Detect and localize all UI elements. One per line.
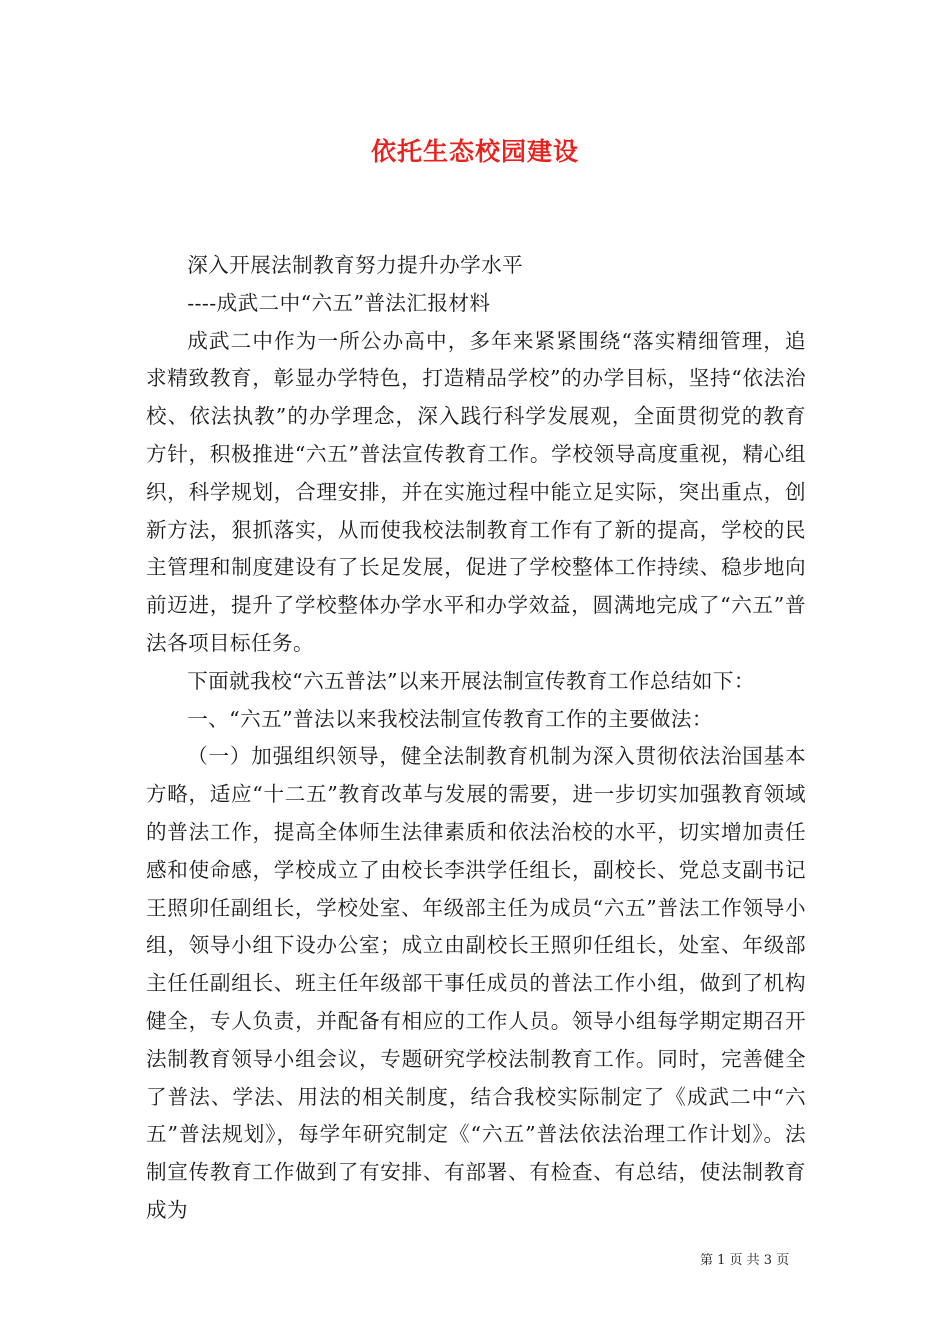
- paragraph-subtitle-source: ----成武二中“六五”普法汇报材料: [187, 290, 491, 315]
- paragraph-summary-lead: 下面就我校“六五普法”以来开展法制宣传教育工作总结如下：: [187, 668, 755, 693]
- page-number: 第 1 页 共 3 页: [700, 1253, 790, 1268]
- paragraph-subtitle: 深入开展法制教育努力提升办学水平: [187, 253, 524, 277]
- paragraph-intro: 成武二中作为一所公办高中，多年来紧紧围绕“落实精细管理，追求精致教育，彰显办学特色，打造精品学校”的办学目标，坚持“依法治校、依法执教”的办学理念，深入践行科学发展观，全面贯彻党的教育方针，积极推进“六五”普法宣传教育工作。学校领导高度重视，精心组织，科学规划，合理安排，并在实施过程中能立足实际，突出重点，创新方法，狠抓落实，从而使我校法制教育工作有了新的提高，学校的民主管理和制度建设有了长足发展，促进了学校整体工作持续、稳步地向前迈进，提升了学校整体办学水平和办学效益，圆满地完成了“六五”普法各项目标任务。: [146, 328, 806, 655]
- paragraph-section-heading: 一、“六五”普法以来我校法制宣传教育工作的主要做法：: [187, 706, 713, 731]
- document-title: 依托生态校园建设: [370, 137, 579, 166]
- paragraph-section-one: （一）加强组织领导，健全法制教育机制为深入贯彻依法治国基本方略，适应“十二五”教育改革与发展的需要，进一步切实加强教育领域的普法工作，提高全体师生法律素质和依法治校的水平，切实增加责任感和使命感，学校成立了由校长李洪学任组长，副校长、党总支副书记王照卯任副组长，学校处室、年级部主任为成员“六五”普法工作领导小组，领导小组下设办公室；成立由副校长王照卯任组长，处室、年级部主任任副组长、班主任年级部干事任成员的普法工作小组，做到了机构健全，专人负责，并配备有相应的工作人员。领导小组每学期定期召开法制教育领导小组会议，专题研究学校法制教育工作。同时，完善健全了普法、学法、用法的相关制度，结合我校实际制定了《成武二中“六五”普法规划》，每学年研究制定《“六五”普法依法治理工作计划》。法制宣传教育工作做到了有安排、有部署、有检查、有总结，使法制教育成为: [146, 744, 806, 1222]
- document-body: [146, 247, 806, 1230]
